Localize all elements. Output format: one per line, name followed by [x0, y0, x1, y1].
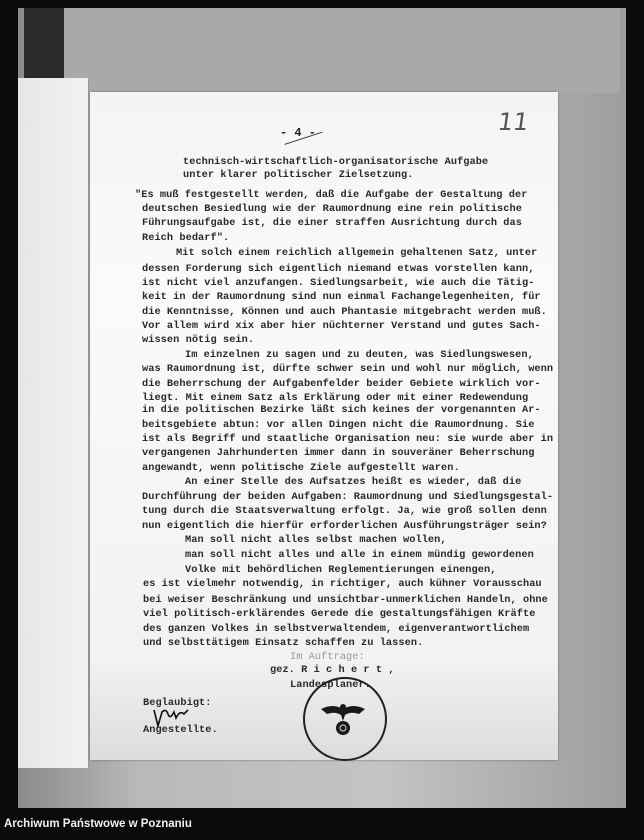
text-line: Man soll nicht alles selbst machen wollen, — [185, 534, 447, 546]
text-line: es ist vielmehr notwendig, in richtiger, auch kühner Vorausschau — [143, 578, 542, 590]
text-line: vergangenen Jahrhunderten immer dann in souveräner Beherrschung — [142, 447, 535, 459]
text-line: Reich bedarf". — [142, 232, 230, 244]
signatory-title: Landesplaner. — [290, 679, 371, 691]
scan-background-top — [60, 8, 620, 93]
text-line: bei weiser Beschränkung und unsichtbar-unmerklichen Handeln, ohne — [143, 594, 548, 606]
text-line: angewandt, wenn politische Ziele aufgestellt waren. — [142, 462, 460, 474]
text-line: des ganzen Volkes in selbstverwaltendem, eigenverantwortlichem — [143, 623, 530, 635]
text-line: Im einzelnen zu sagen und zu deuten, was Siedlungswesen, — [185, 349, 534, 361]
certification-label: Beglaubigt: — [143, 697, 212, 709]
text-line: liegt. Mit einem Satz als Erklärung oder mit einer Redewendung — [142, 392, 529, 404]
text-line: was Raumordnung ist, dürfte schwer sein und wohl nur möglich, wenn — [142, 363, 554, 375]
text-line: beitsgebiete abtun: vor allen Dingen nicht die Raumordnung. Sie — [142, 419, 535, 431]
text-line: die Kenntnisse, Können und auch Phantasie mitgebracht werden muß. — [142, 306, 547, 318]
text-line: in die politischen Bezirke läßt sich keines der vorgenannten Ar- — [142, 404, 541, 416]
text-line: unter klarer politischer Zielsetzung. — [183, 169, 414, 181]
text-line: die Beherrschung der Aufgabenfelder beider Gebiete wirklich vor- — [142, 378, 541, 390]
text-line: viel politisch-erklärendes Gerede die gestaltungsfähigen Kräfte — [143, 608, 536, 620]
text-line: "Es muß festgestellt werden, daß die Aufgabe der Gestaltung der — [135, 189, 528, 201]
text-line: Mit solch einem reichlich allgemein gehaltenen Satz, unter — [176, 247, 538, 259]
text-line: Vor allem wird xix aber hier nüchterner Verstand und gutes Sach- — [142, 320, 541, 332]
eagle-emblem-icon — [313, 687, 373, 747]
text-line: wissen nötig sein. — [142, 334, 255, 346]
text-line: tung durch die Staatsverwaltung erfolgt. Ja, wie groß sollen denn — [142, 505, 547, 517]
certification-role: Angestellte. — [143, 724, 218, 736]
archive-footer-label: Archiwum Państwowe w Poznaniu — [4, 818, 192, 830]
text-line: nun eigentlich die hierfür erforderlichen Ausführungsträger sein? — [142, 520, 547, 532]
text-line: ist nicht viel anzufangen. Siedlungsarbeit, wie auch die Tätig- — [142, 277, 535, 289]
adjacent-page-edge — [18, 78, 89, 768]
binding-shadow — [24, 8, 64, 78]
text-line: keit in der Raumordnung sind nun einmal Fachangelegenheiten, für — [142, 291, 541, 303]
text-line: man soll nicht alles und alle in einem mündig gewordenen — [185, 549, 534, 561]
text-line: Volke mit behördlichen Reglementierungen einengen, — [185, 564, 497, 576]
text-line: deutschen Besiedlung wie der Raumordnung eine rein politische — [142, 203, 522, 215]
text-line: dessen Forderung sich eigentlich niemand etwas vorstellen kann, — [142, 263, 535, 275]
signatory-name: gez. R i c h e r t , — [270, 664, 395, 676]
page-number: - 4 - — [280, 126, 317, 140]
folio-number: 11 — [496, 108, 531, 136]
text-line: Führungsaufgabe ist, die einer straffen Ausrichtung durch das — [142, 217, 522, 229]
on-behalf-note: Im Auftrage: — [290, 651, 365, 663]
text-line: ist als Begriff und staatliche Organisation neu: sie wurde aber in — [142, 433, 554, 445]
text-line: An einer Stelle des Aufsatzes heißt es wieder, daß die — [185, 476, 522, 488]
text-line: technisch-wirtschaftlich-organisatorische Aufgabe — [183, 156, 489, 168]
text-line: Durchführung der beiden Aufgaben: Raumordnung und Siedlungsgestal- — [142, 491, 554, 503]
text-line: und selbsttätigem Einsatz schaffen zu lassen. — [143, 637, 424, 649]
